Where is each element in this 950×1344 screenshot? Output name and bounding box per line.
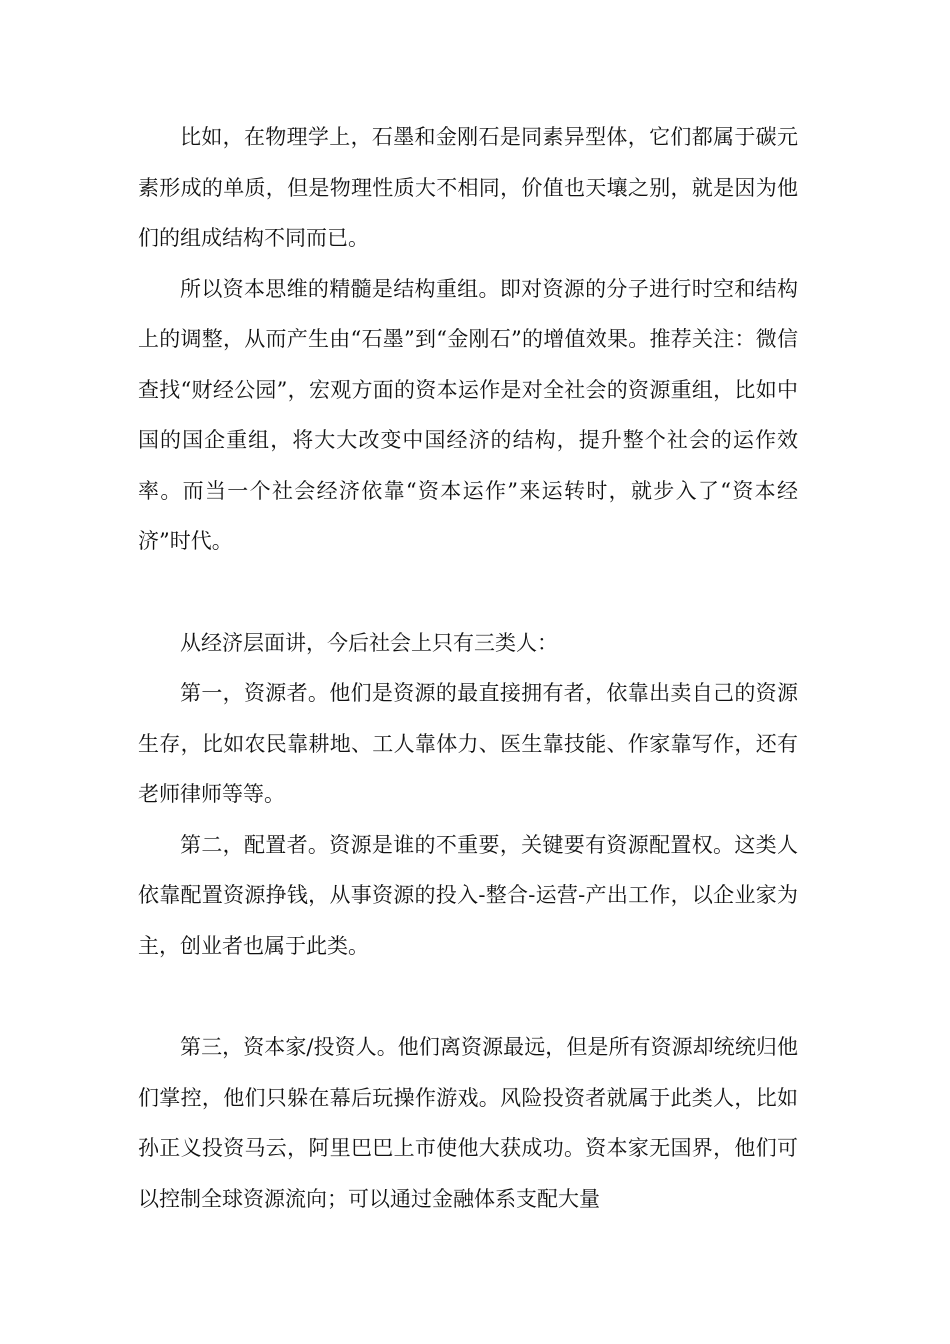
paragraph-spacer <box>138 971 798 1022</box>
document-body <box>138 112 798 1224</box>
paragraph-allocators: 第二，配置者。资源是谁的不重要，关键要有资源配置权。这类人依靠配置资源挣钱，从事资源的投入-整合-运营-产出工作，以企业家为主，创业者也属于此类。 <box>138 832 798 958</box>
paragraph-three-types-intro: 从经济层面讲，今后社会上只有三类人： <box>180 630 558 655</box>
paragraph-spacer <box>138 567 798 618</box>
paragraph-capitalists: 第三，资本家/投资人。他们离资源最远，但是所有资源却统统归他们掌控，他们只躲在幕后玩操作游戏。风险投资者就属于此类人，比如孙正义投资马云，阿里巴巴上市使他大获成功。资本家无国界，他们可以控制全球资源流向；可以通过金融体系支配大量 <box>138 1035 798 1211</box>
paragraph-structure-reorganization: 所以资本思维的精髓是结构重组。即对资源的分子进行时空和结构上的调整，从而产生由“石墨”到“金刚石”的增值效果。推荐关注：微信查找“财经公园”，宏观方面的资本运作是对全社会的资源重组，比如中国的国企重组，将大大改变中国经济的结构，提升整个社会的运作效率。而当一个社会经济依靠“资本运作”来运转时，就步入了“资本经济”时代。 <box>138 276 798 553</box>
paragraph-resource-owners: 第一，资源者。他们是资源的最直接拥有者，依靠出卖自己的资源生存，比如农民靠耕地、工人靠体力、医生靠技能、作家靠写作，还有老师律师等等。 <box>138 681 798 806</box>
paragraph-graphite-diamond: 比如，在物理学上，石墨和金刚石是同素异型体，它们都属于碳元素形成的单质，但是物理性质大不相同，价值也天壤之别，就是因为他们的组成结构不同而已。 <box>138 125 798 250</box>
